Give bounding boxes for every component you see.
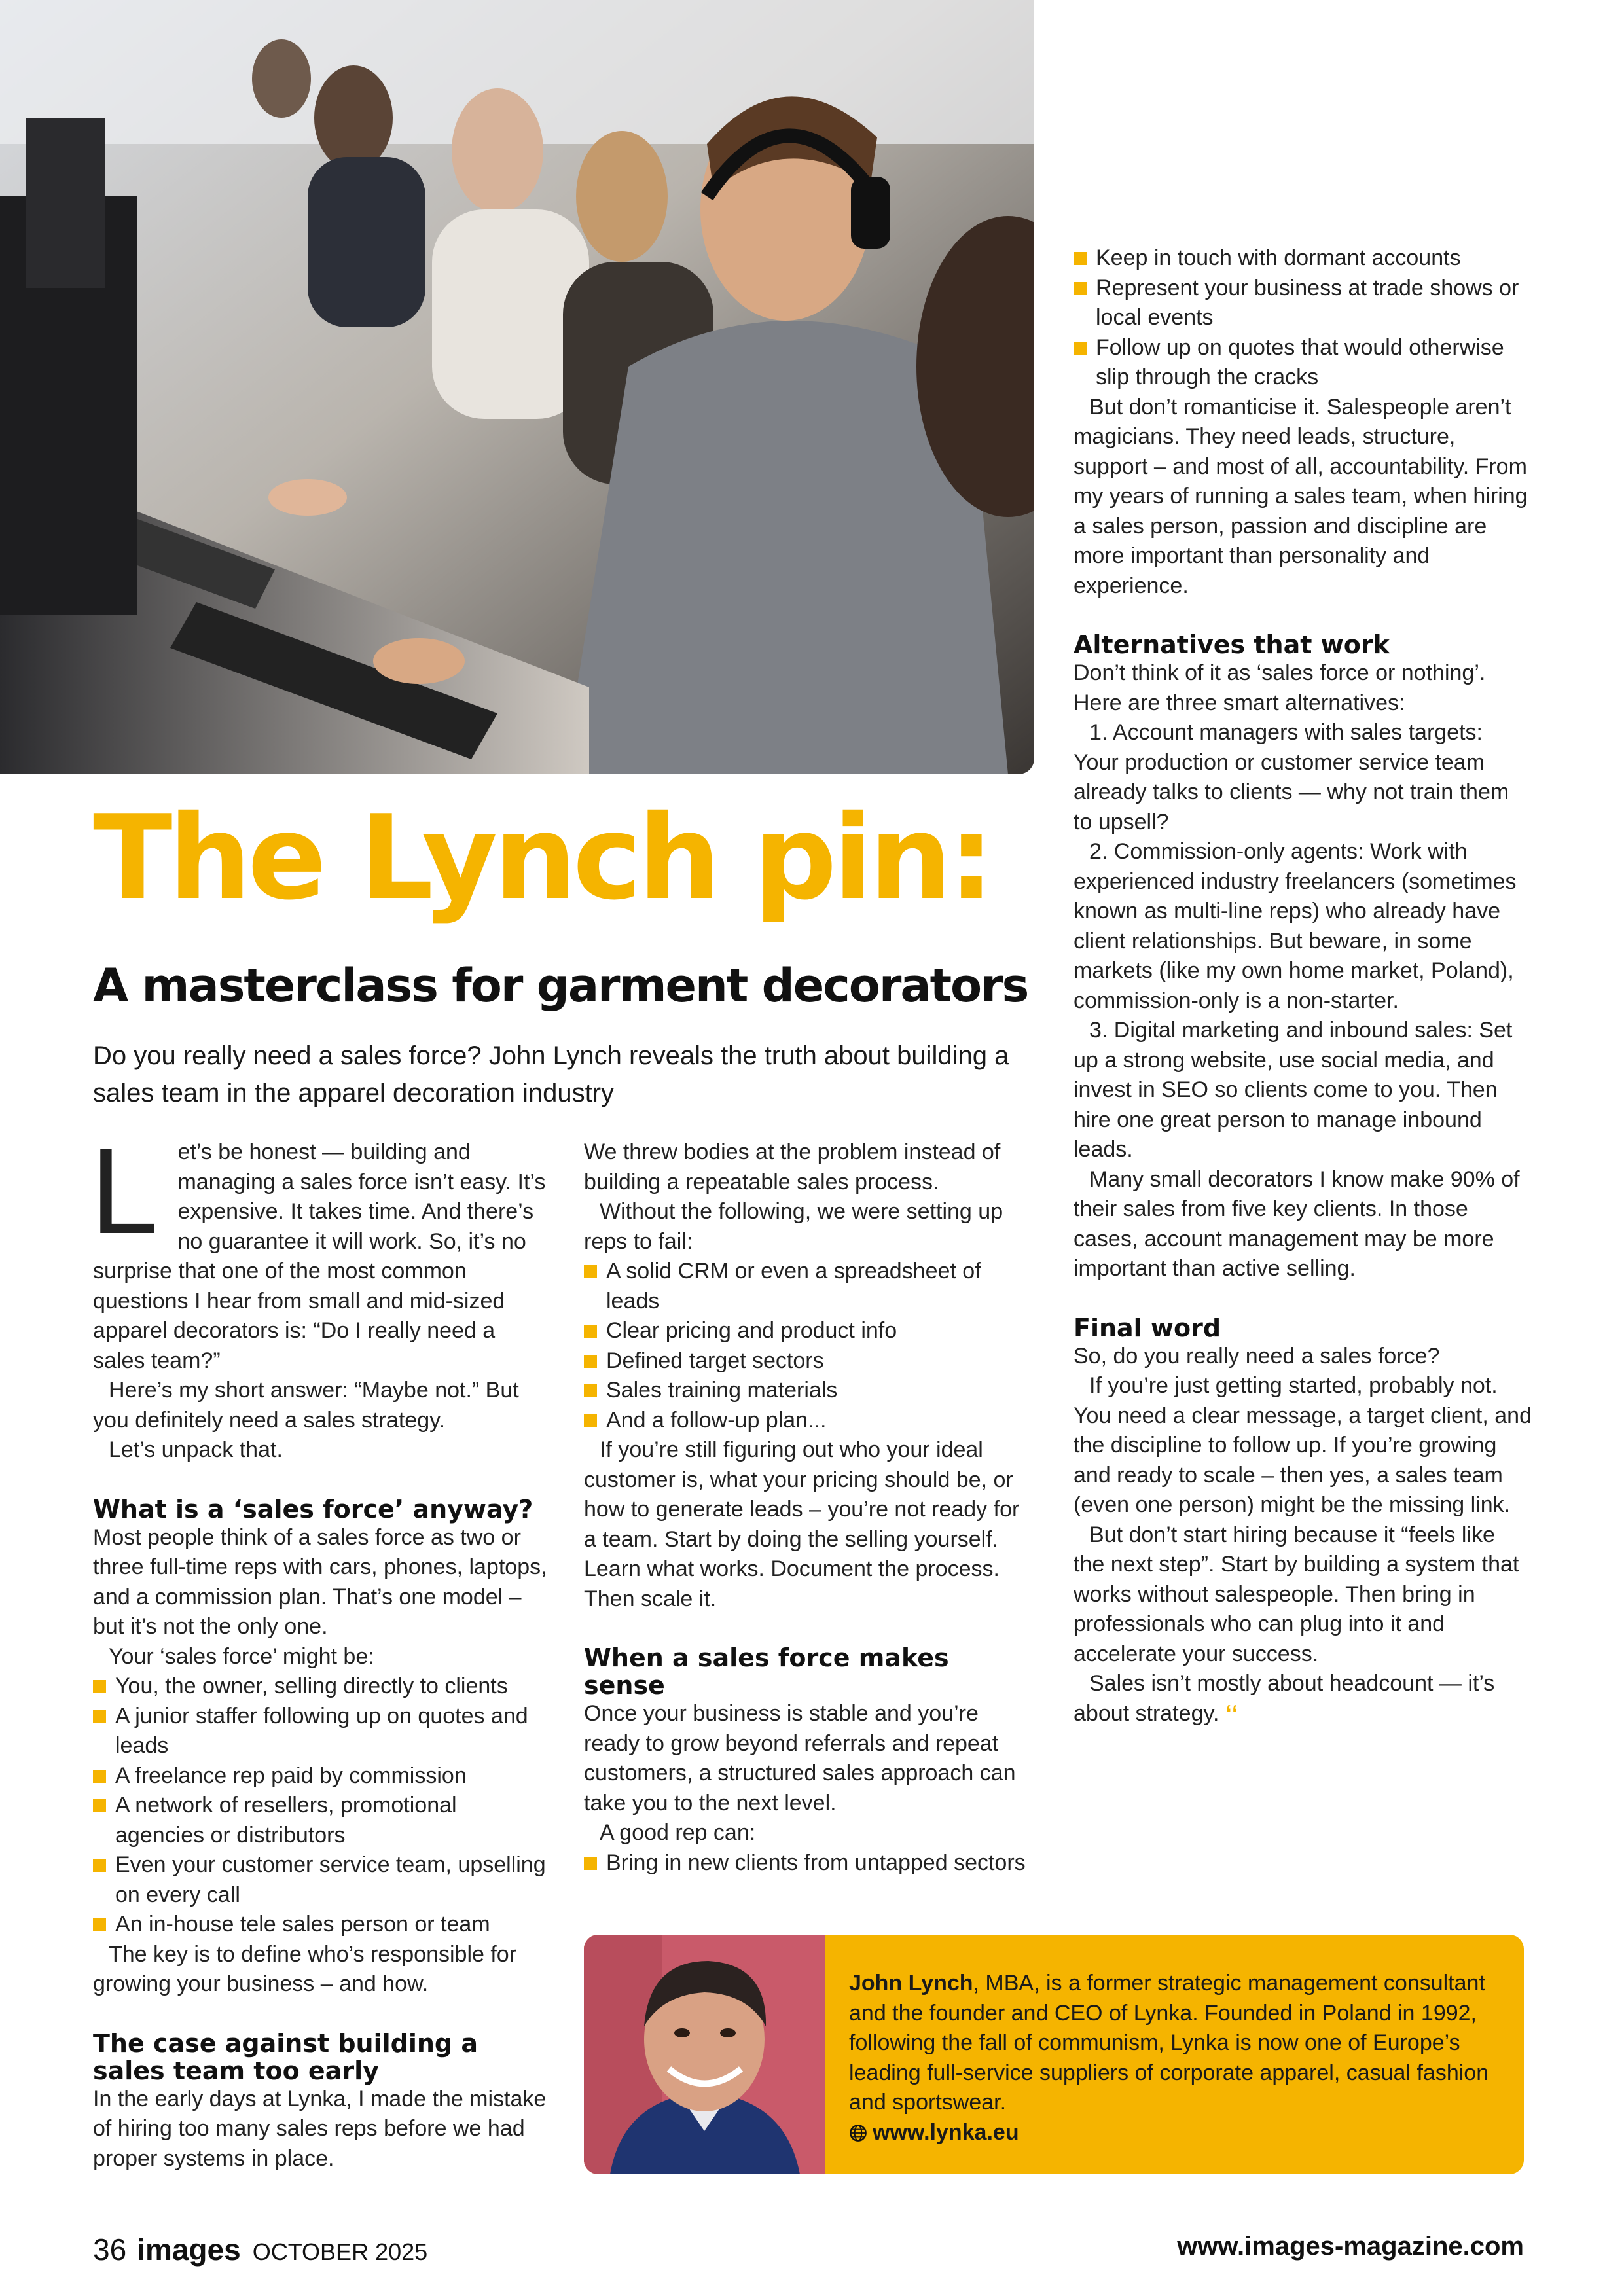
paragraph: Let’s unpack that. xyxy=(109,1437,283,1462)
list-item: A network of resellers, promotional agencies or distributors xyxy=(93,1791,551,1850)
article-subtitle: A masterclass for garment decorators xyxy=(93,959,1028,1013)
author-bio-box xyxy=(584,1935,1524,2174)
list-item: And a follow-up plan... xyxy=(584,1406,1029,1436)
list-item: Defined target sectors xyxy=(584,1346,1029,1376)
bullet-list xyxy=(1074,243,1532,393)
page-number: 36 xyxy=(93,2233,127,2267)
paragraph: Your ‘sales force’ might be: xyxy=(109,1643,374,1669)
paragraph: We threw bodies at the problem instead of building a repeatable sales process. xyxy=(584,1139,1001,1194)
section-heading: The case against building a sales team too early xyxy=(93,2028,478,2085)
article-title: The Lynch pin: xyxy=(93,790,991,925)
paragraph: 1. Account managers with sales targets: Your production or customer service team already talks to clients — why not train them to upsell? xyxy=(1074,720,1509,834)
paragraph: A good rep can: xyxy=(600,1820,756,1845)
list-item: A freelance rep paid by commission xyxy=(93,1761,551,1791)
paragraph: Here’s my short answer: “Maybe not.” But you definitely need a sales strategy. xyxy=(93,1378,519,1433)
paragraph: In the early days at Lynka, I made the mistake of hiring too many sales reps before we had proper systems in place. xyxy=(93,2086,547,2171)
list-item: A junior staffer following up on quotes and leads xyxy=(93,1702,551,1761)
call-centre-photo-icon xyxy=(0,0,1034,774)
article-standfirst: Do you really need a sales force? John Lynch reveals the truth about building a sales team in the apparel decoration industry xyxy=(93,1041,1009,1107)
paragraph: Once your business is stable and you’re ready to grow beyond referrals and repeat customers, a structured sales approach can take you to the next level. xyxy=(584,1701,1016,1816)
paragraph: 2. Commission-only agents: Work with experienced industry freelancers (sometimes known as multi-line reps) who already have client relationships. But beware, in some markets (like my own home market, Poland), commission-only is a non-starter. xyxy=(1074,839,1517,1013)
paragraph: The key is to define who’s responsible for growing your business – and how. xyxy=(93,1941,517,1996)
globe-icon xyxy=(849,2124,867,2142)
closing-paragraph xyxy=(1074,1669,1532,1729)
bio-description: , MBA, is a former strategic management consultant and the founder and CEO of Lynka. Founded in Poland in 1992, following the fall of communism, Lynka is now one of Europe’s leading full-service suppliers of corporate apparel, casual fashion and sportswear. xyxy=(849,1971,1489,2115)
paragraph: If you’re still figuring out who your ideal customer is, what your pricing should be, or how to generate leads – you’re not ready for a team. Start by doing the selling yourself. Learn what works. Document the process. Then scale it. xyxy=(584,1437,1020,1611)
section-heading: Alternatives that work xyxy=(1074,630,1390,659)
author-photo xyxy=(584,1935,825,2174)
list-item: Clear pricing and product info xyxy=(584,1316,1029,1346)
paragraph: So, do you really need a sales force? xyxy=(1074,1343,1440,1369)
paragraph: Don’t think of it as ‘sales force or nothing’. Here are three smart alternatives: xyxy=(1074,660,1486,715)
section-heading: When a sales force makes sense xyxy=(584,1643,949,1700)
website-text: www.lynka.eu xyxy=(873,2119,1019,2145)
closing-text: Sales isn’t mostly about headcount — it’s about strategy. xyxy=(1074,1671,1495,1726)
list-item: Follow up on quotes that would otherwise slip through the cracks xyxy=(1074,333,1532,393)
list-item: Represent your business at trade shows or local events xyxy=(1074,274,1532,333)
author-name: John Lynch xyxy=(849,1971,973,1996)
column-2 xyxy=(584,1138,1029,1878)
paragraph: Without the following, we were setting up reps to fail: xyxy=(584,1199,1003,1254)
drop-cap: L xyxy=(90,1124,158,1259)
list-item: You, the owner, selling directly to clients xyxy=(93,1672,551,1702)
intro-paragraph xyxy=(90,1124,551,1376)
footer-website-link[interactable]: www.images-magazine.com xyxy=(1177,2232,1524,2261)
paragraph: But don’t romanticise it. Salespeople aren’t magicians. They need leads, structure, support – and most of all, accountability. From my years of running a sales team, when hiring a sales person, passion and discipline are more important than personality and experience. xyxy=(1074,394,1528,598)
bullet-list xyxy=(584,1257,1029,1435)
paragraph: Many small decorators I know make 90% of their sales from five key clients. In those cases, account management may be more important than active selling. xyxy=(1074,1166,1520,1281)
hero-photo xyxy=(0,0,1034,774)
author-website-link[interactable] xyxy=(849,2118,1019,2148)
list-item: An in-house tele sales person or team xyxy=(93,1910,551,1940)
author-portrait-icon xyxy=(584,1935,825,2174)
author-bio xyxy=(849,1969,1490,2147)
intro-text: et’s be honest — building and managing a sales force isn’t easy. It’s expensive. It takes time. And there’s no guarantee it will work. So, it’s no surprise that one of the most common questions I hear from small and mid-sized apparel decorators is: “Do I really need a sales team?” xyxy=(93,1139,546,1373)
bullet-list xyxy=(584,1848,1029,1878)
list-item: Keep in touch with dormant accounts xyxy=(1074,243,1532,274)
section-heading: Final word xyxy=(1074,1313,1221,1342)
list-item: Even your customer service team, upselling on every call xyxy=(93,1850,551,1910)
column-1 xyxy=(90,1124,551,2174)
bullet-list xyxy=(93,1672,551,1940)
paragraph: 3. Digital marketing and inbound sales: Set up a strong website, use social media, and invest in SEO so clients come to you. Then hire one great person to manage inbound leads. xyxy=(1074,1018,1513,1162)
section-heading: What is a ‘sales force’ anyway? xyxy=(93,1494,533,1524)
list-item: A solid CRM or even a spreadsheet of leads xyxy=(584,1257,1029,1316)
paragraph: Most people think of a sales force as two or three full-time reps with cars, phones, laptops, and a commission plan. That’s one model – but it’s not the only one. xyxy=(93,1524,547,1639)
column-3 xyxy=(1074,243,1532,1729)
magazine-brand: images xyxy=(137,2233,241,2267)
end-mark-icon: ʻʻ xyxy=(1225,1700,1238,1726)
paragraph: If you’re just getting started, probably not. You need a clear message, a target client, and the discipline to follow up. If you’re growing and ready to scale – then yes, a sales team (even one person) might be the missing link. xyxy=(1074,1373,1532,1517)
list-item: Sales training materials xyxy=(584,1376,1029,1406)
paragraph: But don’t start hiring because it “feels like the next step”. Start by building a system that works without salespeople. Then bring in professionals who can plug into it and accelerate your success. xyxy=(1074,1522,1519,1666)
issue-date: OCTOBER 2025 xyxy=(252,2238,428,2265)
list-item: Bring in new clients from untapped sectors xyxy=(584,1848,1029,1878)
footer-folio xyxy=(93,2232,427,2267)
